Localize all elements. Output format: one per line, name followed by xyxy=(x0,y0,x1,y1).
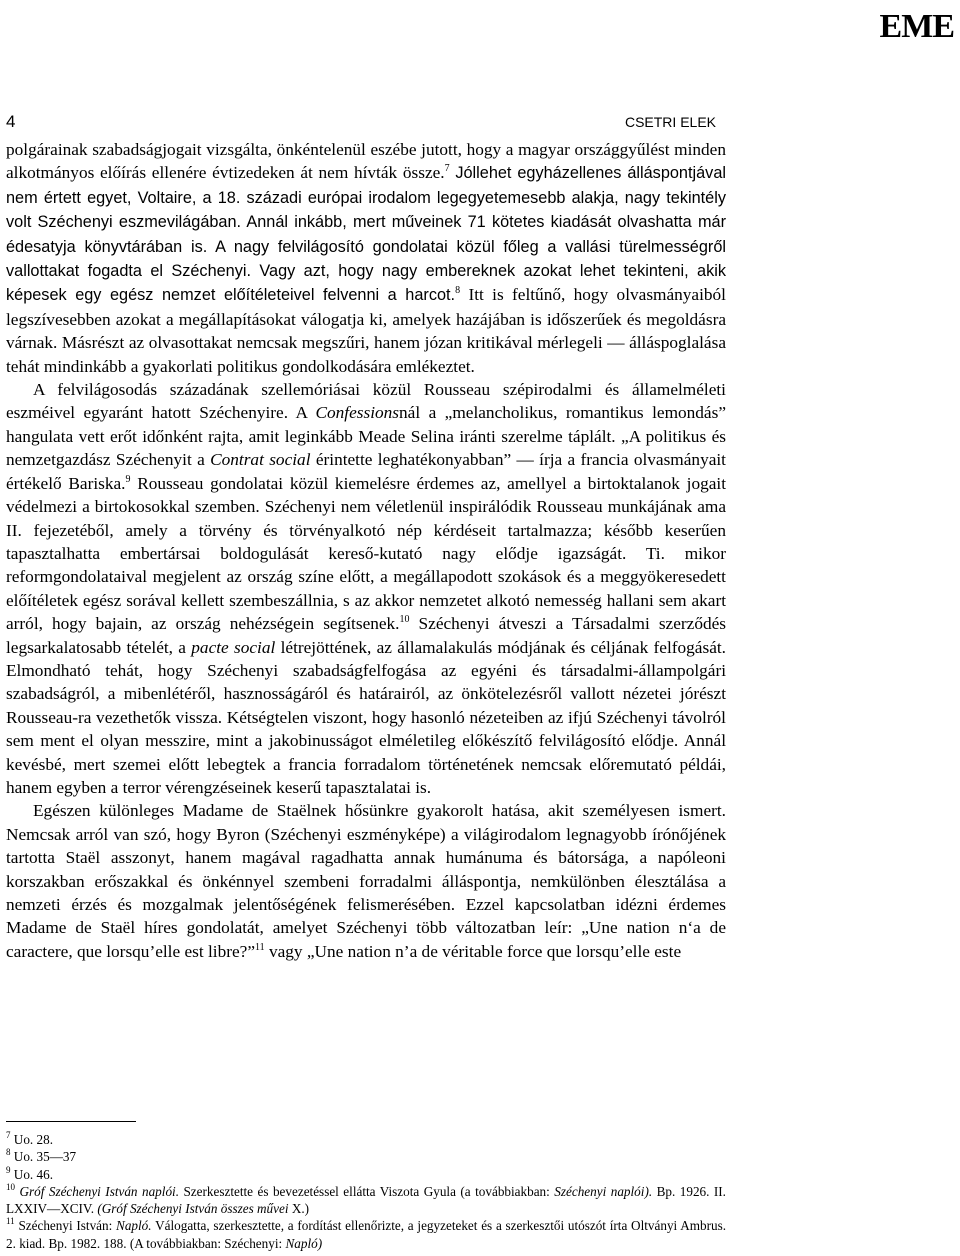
text-run: Széchenyi átveszi a Társadalmi szerződés legsarkalatosabb tételét, a xyxy=(6,614,726,657)
paragraph xyxy=(6,138,726,378)
body-text xyxy=(6,138,726,963)
footnote-italic: Napló. xyxy=(116,1218,152,1234)
italic-title: Confessions xyxy=(315,403,400,423)
footnote-number: 7 xyxy=(6,1130,11,1140)
footnote-italic: Napló) xyxy=(285,1235,323,1251)
footnote-text: Szerkesztette és bevezetéssel ellátta Viszota Gyula (a továbbiakban: xyxy=(179,1183,555,1199)
footnote-text: Széchenyi István: xyxy=(18,1218,117,1234)
text-run: érintette leghatékonyabban” — írja a francia olvasmányait értékelő Bariska. xyxy=(6,450,726,493)
paragraph xyxy=(6,799,726,963)
footnote xyxy=(6,1148,726,1165)
footnote xyxy=(6,1166,726,1183)
footnote-text: Uo. 28. xyxy=(13,1132,53,1147)
text-run: Jóllehet egyházellenes álláspontjával nem értett egyet, Voltaire, a 18. századi európai irodalom legegyetemesebb alakja, nagy tekintély volt Széchenyi eszmevilágában. Annál inkább, mert műveinek 71 kötetes kiadását olvashatta már édesatyja könyvtárában is. A nagy felvilágosító gondolatai közül főleg a vallási türelmességről vallottakat fogadta el Széchenyi. Vagy azt, hogy nagy embereknek azokat lehet tekinteni, akik képesek egy egész nemzet előítéleteivel felvenni a harcot. xyxy=(6,164,726,305)
footnote-text: X.) xyxy=(288,1201,310,1217)
footnote xyxy=(6,1183,726,1218)
footnote-ref[interactable]: 10 xyxy=(399,614,410,626)
italic-title: Contrat social xyxy=(210,450,311,470)
footnote-text: Uo. 46. xyxy=(13,1166,53,1182)
text-run: vagy „Une nation n’a de véritable force que lorsqu’elle este xyxy=(264,941,682,961)
footnote xyxy=(6,1217,726,1252)
footnote-italic: Gróf Széchenyi István naplói. xyxy=(19,1183,179,1199)
italic-term: pacte social xyxy=(191,637,276,657)
footnote-ref[interactable]: 7 xyxy=(444,163,450,175)
running-head: CSETRI ELEK xyxy=(624,114,716,130)
footnote-text: Válogatta, szerkesztette, a fordítást ellenőrizte, a jegyzeteket és a szerkesztői utószót írta Oltványi Ambrus. 2. kiad. Bp. 1982. 188. (A továbbiakban: Széchenyi: xyxy=(6,1218,727,1251)
footnote-ref[interactable]: 11 xyxy=(255,941,265,953)
footnotes xyxy=(6,1131,726,1252)
text-run: létrejöttének, az államalakulás módjának és céljának felfogását. Elmondható tehát, hogy Széchenyi szabadságfelfogása az egyéni és társadalmi-állampolgári szabadságról, a mibenlétéről, hasznosságáról és határairól, az önkötelezésről vallott nézetei jórészt Rousseau-ra vezethetők vissza. Kétségtelen viszont, hogy hasonló nézeteiben az ifjú Széchenyi távolról sem ment el olyan messzire, mint a jakobinusságot elméletileg előkészítő felvilágosító elődje. Annál kevésbé, mert szemei előtt lebegtek a francia forradalom történetének nemcsak előremutató példái, hanem egyben a terror vérengzéseinek keserű tapasztalatai is. xyxy=(6,637,726,797)
footnote-ref[interactable]: 8 xyxy=(455,285,461,297)
footnote-italic: Széchenyi naplói). xyxy=(554,1183,653,1199)
text-run: Itt is feltűnő, hogy olvasmányaiból legszívesebben azokat a megállapításokat válogatja ki, amelyek hazájában is időszerűek és megoldásra várnak. Másrészt az olvasottakat nemcsak megszűri, hanem józan kritikával mérlegeli — álláspoglalása tehát mindinkább a gyakorlati politikus gondolkodására emlékeztet. xyxy=(6,285,726,376)
footnote-text: Bp. 1926. II. LXXIV—XCIV. xyxy=(6,1183,726,1217)
text-run: nál a „melancholikus, romantikus lemondás” hangulata vett erőt időnként rajta, amit leginkább Meade Selina iránti szerelme táplált. „A politikus és nemzetgazdász Széchenyit a xyxy=(6,403,726,470)
footnote-separator xyxy=(6,1121,136,1122)
text-run: polgárainak szabadságjogait vizsgálta, önkéntelenül eszébe jutott, hogy a magyar országgyűlést minden alkotmányos előírás ellenére évtizedeken át nem hívták össze. xyxy=(6,140,726,183)
paragraph xyxy=(6,378,726,799)
text-run: Rousseau gondolatai közül kiemelésre érdemes az, amellyel a birtoktalanok jogait védelmezi a birtokosokkal szemben. Széchenyi nem véletlenül inspirálódik Rousseau munkájának ama II. fejezetéből, amely a törvény és törvényalkotó nép kérdéseit tartalmazza; később keserűen tapasztalhatta embertársai boldogulását kereső-kutató nagy elődje igazságát. Ti. mikor reformgondolataival megjelent az ország színe előtt, a megállapodott szokások és a meggyökeresedett előítéletek egész sorával kellett szembeszállnia, s az akkor nemzetet alkotó nemesség hallani sem akart arról, hogy bajain, az ország nehézségein segítsenek. xyxy=(6,473,726,634)
footnote xyxy=(6,1131,726,1148)
footnote-text: Uo. 35—37 xyxy=(13,1149,77,1165)
text-run: A felvilágosodás századának szellemóriásai közül Rousseau szépirodalmi és államelméleti eszméivel egyaránt hatott Széchenyire. A xyxy=(6,380,726,423)
footnote-number: 11 xyxy=(6,1216,15,1227)
publisher-logo: EME xyxy=(879,8,954,45)
footnote-number: 9 xyxy=(6,1164,11,1175)
text-run: Egészen különleges Madame de Staëlnek hősünkre gyakorolt hatása, akit személyesen ismert. Nemcsak arról van szó, hogy Byron (Széchenyi eszményképe) a világirodalom legnagyobb írónőjének tartotta Staël asszonyt, hanem magával ragadhatta annak humánuma és bátorsága, a napóleoni korszakban erőszakkal és önkénnyel szembeni forradalmi álláspontja, nemkülönben élesztálása a nemzeti érzés és mozgalmak jelentőségének felismerésében. Ezzel kapcsolatban idézni érdemes Madame de Staël híres gondolatát, amelyet Széchenyi több változatban leír: „Une nation n‘a de caractere, que lorsqu’elle est libre?” xyxy=(6,801,726,961)
footnote-italic: (Gróf Széchenyi István összes művei xyxy=(97,1201,289,1217)
footnote-number: 8 xyxy=(6,1147,11,1158)
page-number: 4 xyxy=(6,112,16,131)
footnote-ref[interactable]: 9 xyxy=(125,473,131,485)
footnote-number: 10 xyxy=(6,1181,15,1192)
